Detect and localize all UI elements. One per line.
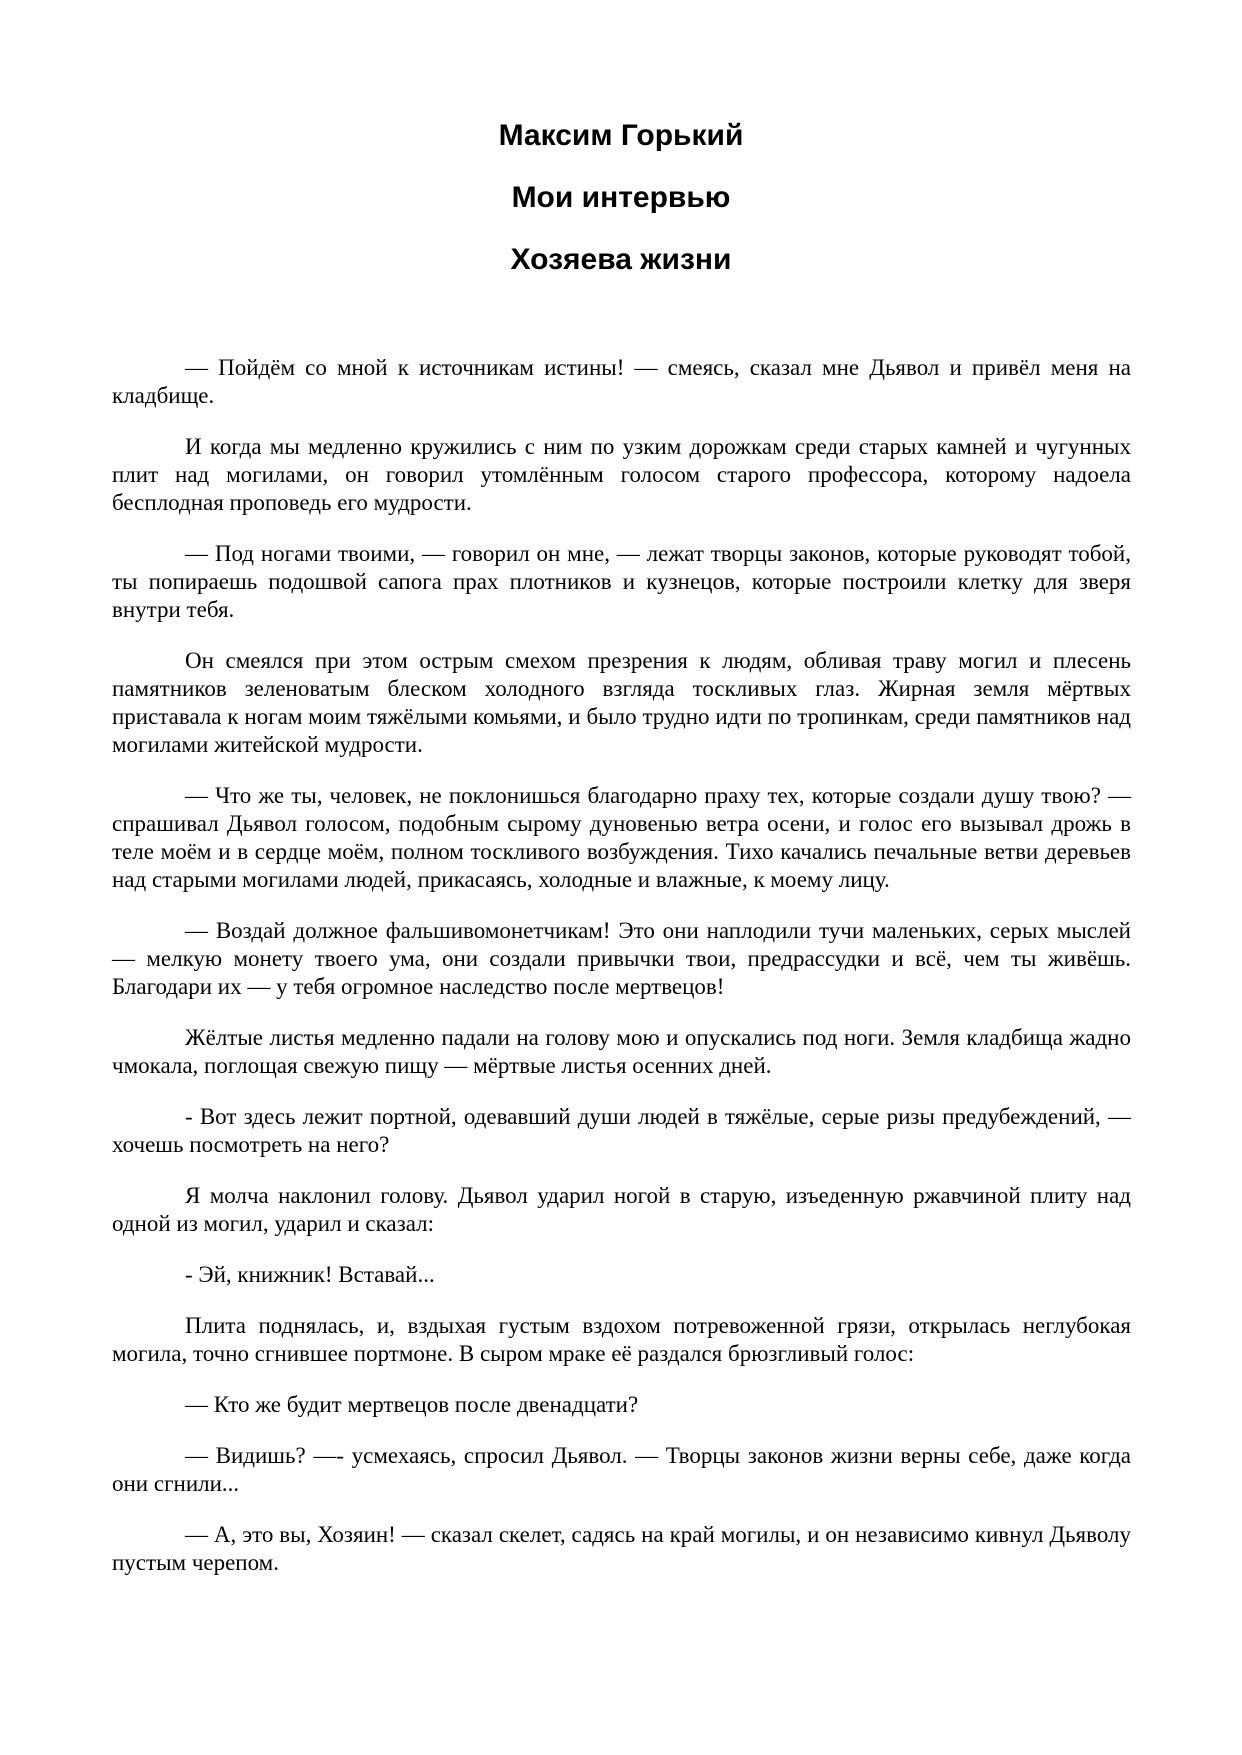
title-block [0,118,1242,304]
paragraph: - Вот здесь лежит портной, одевавший души людей в тяжёлые, серые ризы предубеждений, — хочешь посмотреть на него? [112,1104,1131,1157]
paragraph: Жёлтые листья медленно падали на голову мою и опускались под ноги. Земля кладбища жадно чмокала, поглощая свежую пищу — мёртвые листья осенних дней. [112,1025,1131,1078]
paragraph: И когда мы медленно кружились с ним по узким дорожкам среди старых камней и чугунных плит над могилами, он говорил утомлённым голосом старого профессора, которому надоела бесплодная проповедь его мудрости. [112,434,1131,515]
paragraph: — Воздай должное фальшивомонетчикам! Это они наплодили тучи маленьких, серых мыслей — мелкую монету твоего ума, они создали привычки твои, предрассудки и всё, чем ты живёшь. Благодари их — у тебя огромное наследство после мертвецов! [112,918,1131,999]
paragraph: Плита поднялась, и, вздыхая густым вздохом потревоженной грязи, открылась неглубокая могила, точно сгнившее портмоне. В сыром мраке её раздался брюзгливый голос: [112,1313,1131,1366]
paragraph: — Что же ты, человек, не поклонишься благодарно праху тех, которые создали душу твою? — спрашивал Дьявол голосом, подобным сырому дуновенью ветра осени, и голос его вызывал дрожь в теле моём и в сердце моём, полном тоскливого возбуждения. Тихо качались печальные ветви деревьев над старыми могилами людей, прикасаясь, холодные и влажные, к моему лицу. [112,783,1131,892]
story-title: Хозяева жизни [510,243,732,276]
paragraph: — Кто же будит мертвецов после двенадцати? [185,1392,639,1417]
paragraph: Он смеялся при этом острым смехом презрения к людям, обливая траву могил и плесень памятников зеленоватым блеском холодного взгляда тоскливых глаз. Жирная земля мёртвых приставала к ногам моим тяжёлыми комьями, и было трудно идти по тропинкам, среди памятников над могилами житейской мудрости. [112,648,1131,757]
paragraph: — Под ногами твоими, — говорил он мне, — лежат творцы законов, которые руководят тобой, ты попираешь подошвой сапога прах плотников и кузнецов, которые построили клетку для зверя внутри тебя. [112,541,1131,622]
paragraph: — Пойдём со мной к источникам истины! — смеясь, сказал мне Дьявол и привёл меня на кладбище. [112,355,1131,408]
paragraph: — Видишь? —- усмехаясь, спросил Дьявол. — Творцы законов жизни верны себе, даже когда они сгнили... [112,1443,1131,1496]
paragraph: Я молча наклонил голову. Дьявол ударил ногой в старую, изъеденную ржавчиной плиту над одной из могил, ударил и сказал: [112,1183,1131,1236]
paragraph: - Эй, книжник! Вставай... [185,1262,435,1287]
story-text [112,354,1131,1600]
collection-title: Мои интервью [511,181,731,214]
paragraph: — А, это вы, Хозяин! — сказал скелет, садясь на край могилы, и он независимо кивнул Дьяволу пустым черепом. [112,1522,1131,1575]
author-name: Максим Горький [498,119,744,152]
